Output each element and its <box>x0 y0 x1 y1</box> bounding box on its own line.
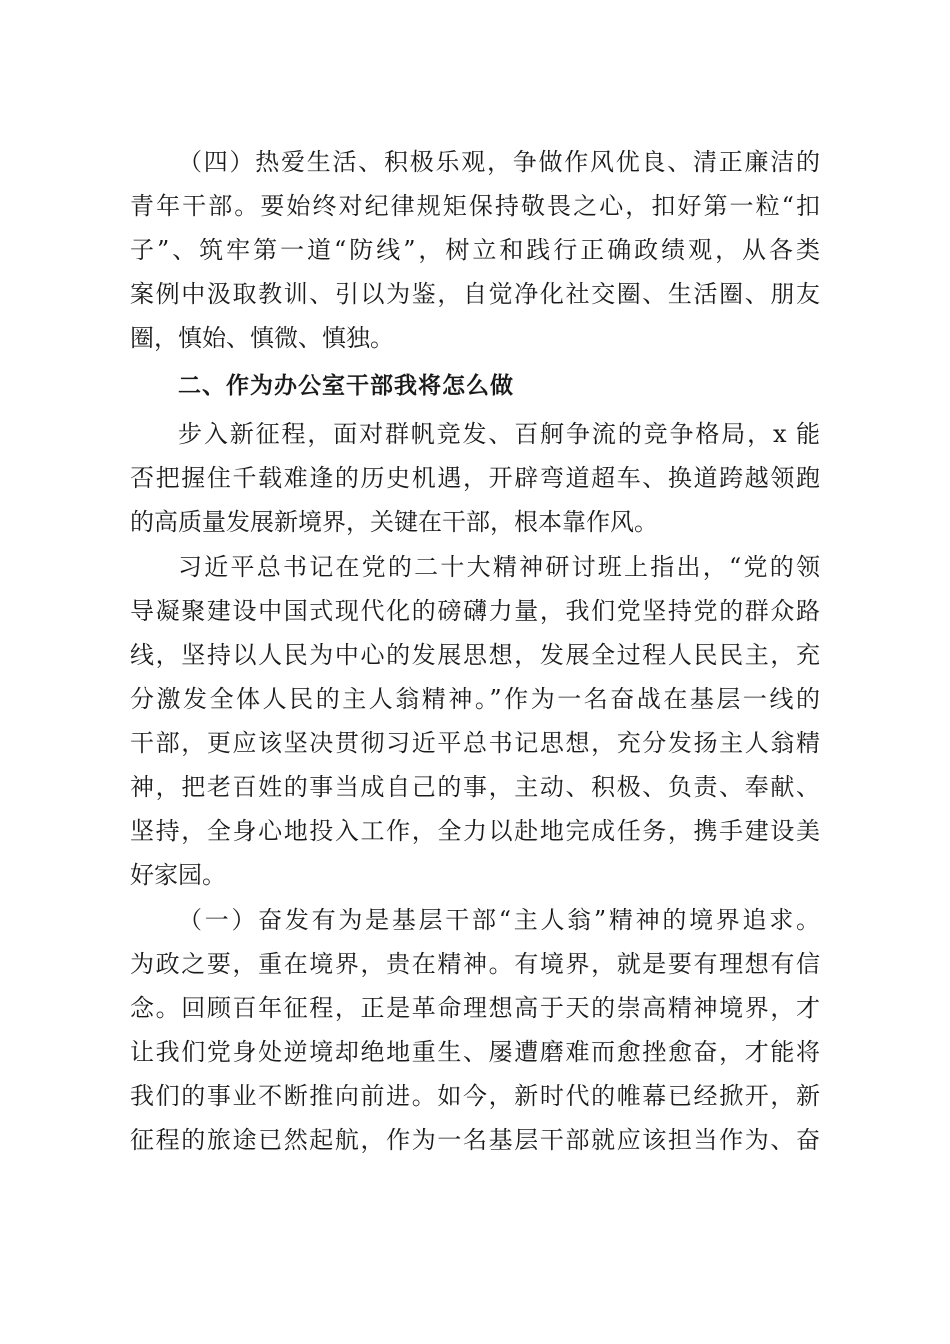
section-heading: 二、作为办公室干部我将怎么做 <box>178 373 514 399</box>
section-one-line: 征程的旅途已然起航，作为一名基层干部就应该担当作为、奋 <box>130 1126 820 1154</box>
quote-paragraph-line: 分激发全体人民的主人翁精神。”作为一名奋战在基层一线的 <box>130 685 820 713</box>
section-four-line: （四）热爱生活、积极乐观，争做作风优良、清正廉洁的 <box>178 148 820 176</box>
intro-paragraph-line: 的高质量发展新境界，关键在干部，根本靠作风。 <box>130 508 658 536</box>
section-four-line: 案例中汲取教训、引以为鉴，自觉净化社交圈、生活圈、朋友 <box>130 280 820 308</box>
section-one-line: 为政之要，重在境界，贵在精神。有境界，就是要有理想有信 <box>130 950 820 978</box>
section-four-line: 圈，慎始、慎微、慎独。 <box>130 324 394 352</box>
section-one-line: （一）奋发有为是基层干部“主人翁”精神的境界追求。 <box>178 906 820 934</box>
quote-paragraph-line: 坚持，全身心地投入工作，全力以赴地完成任务，携手建设美 <box>130 817 820 845</box>
section-one-line: 让我们党身处逆境却绝地重生、屡遭磨难而愈挫愈奋，才能将 <box>130 1038 820 1066</box>
quote-paragraph-line: 神，把老百姓的事当成自己的事，主动、积极、负责、奉献、 <box>130 773 820 801</box>
section-one-line: 念。回顾百年征程，正是革命理想高于天的崇高精神境界，才 <box>130 994 820 1022</box>
section-four-line: 青年干部。要始终对纪律规矩保持敬畏之心，扣好第一粒“扣 <box>130 192 820 220</box>
quote-paragraph-line: 导凝聚建设中国式现代化的磅礴力量，我们党坚持党的群众路 <box>130 597 820 625</box>
quote-paragraph-line: 线，坚持以人民为中心的发展思想，发展全过程人民民主，充 <box>130 641 820 669</box>
section-one-line: 我们的事业不断推向前进。如今，新时代的帷幕已经掀开，新 <box>130 1082 820 1110</box>
quote-paragraph-line: 好家园。 <box>130 861 226 889</box>
quote-paragraph-line: 干部，更应该坚决贯彻习近平总书记思想，充分发扬主人翁精 <box>130 729 820 757</box>
intro-paragraph-line: 否把握住千载难逢的历史机遇，开辟弯道超车、换道跨越领跑 <box>130 464 820 492</box>
intro-paragraph-line: 步入新征程，面对群帆竞发、百舸争流的竞争格局，x 能 <box>178 420 820 448</box>
section-four-line: 子”、筑牢第一道“防线”，树立和践行正确政绩观，从各类 <box>130 236 820 264</box>
quote-paragraph-line: 习近平总书记在党的二十大精神研讨班上指出，“党的领 <box>178 553 820 581</box>
